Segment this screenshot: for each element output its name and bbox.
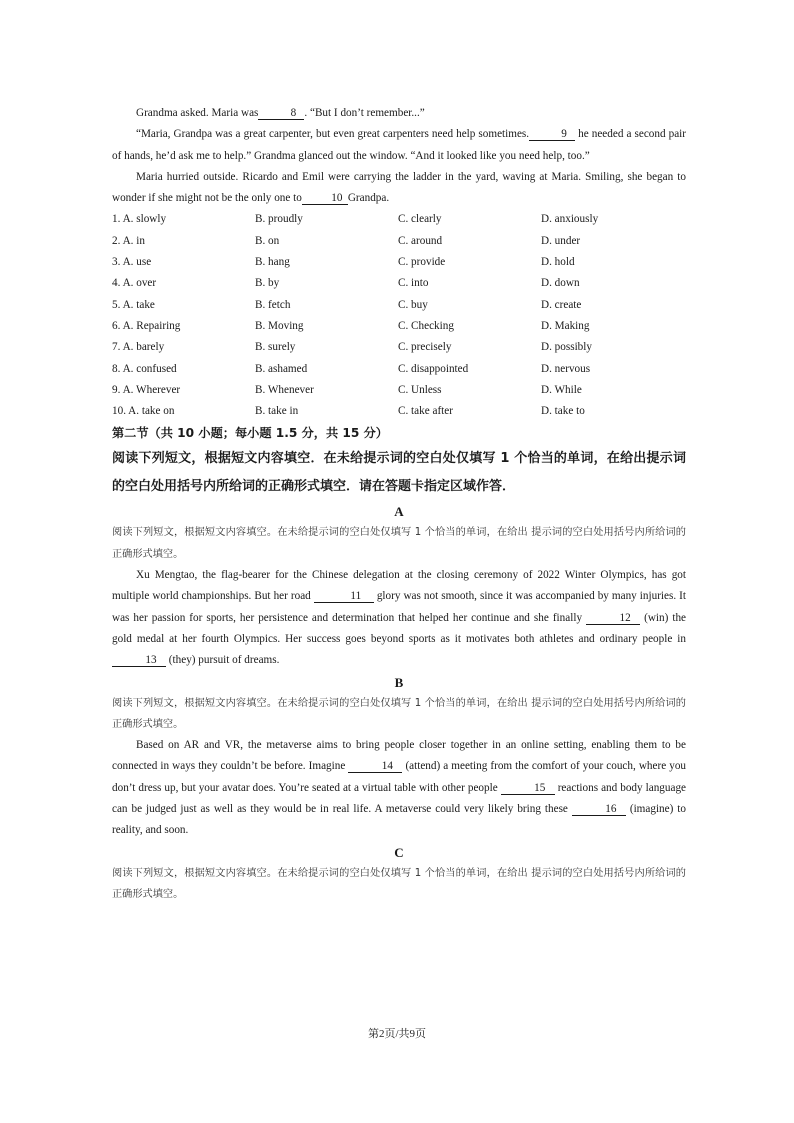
option[interactable]: B. take in [255, 405, 299, 418]
part-a-instruction: 阅读下列短文，根据短文内容填空。在未给提示词的空白处仅填写 1 个恰当的单词，在给出 提示词的空白处用括号内所给词的正确形式填空。 [112, 527, 686, 560]
story-paragraph-1: Grandma asked. Maria was 8 . “But I don’t remember...” [136, 107, 425, 119]
question-9-options [112, 380, 686, 401]
option[interactable]: B. hang [255, 256, 290, 269]
answer-blank-12[interactable]: 12 [586, 612, 640, 625]
question-6-options [112, 316, 686, 337]
question-10-options [112, 401, 686, 422]
option[interactable]: B. Moving [255, 319, 304, 332]
option[interactable]: C. clearly [398, 213, 442, 226]
option[interactable]: 6. A. Repairing [112, 319, 181, 332]
option[interactable]: 1. A. slowly [112, 213, 167, 226]
option[interactable]: C. buy [398, 298, 428, 311]
option[interactable]: 2. A. in [112, 234, 145, 247]
option[interactable]: B. on [255, 234, 280, 247]
answer-blank-10[interactable]: 10 [302, 192, 348, 205]
part-b-passage: Based on AR and VR, the metaverse aims to bring people closer together in an online setting, enabling them to be connected in ways they couldn’t be before. Imagine 14 (attend) a meeting from the comfort of your couch, where you don’t dress up, but your avatar does. You’re seated at a virtual table with other people 15 reactions and body language can be judged just as well as they would be in real life. A metaverse could very likely bring these 16 (imagine) to reality, and soon. [112, 739, 687, 837]
option[interactable]: D. under [541, 234, 581, 247]
story-paragraph-2: “Maria, Grandpa was a great carpenter, but even great carpenters need help sometimes. 9 he needed a second pair of hands, he’d ask me to help.” Grandma glanced out the window. “And it looked like you need help, too.” [112, 128, 687, 162]
option[interactable]: 5. A. take [112, 298, 155, 311]
option[interactable]: C. Unless [398, 383, 442, 396]
option[interactable]: 4. A. over [112, 277, 157, 290]
option[interactable]: D. While [541, 383, 582, 396]
option[interactable]: 9. A. Wherever [112, 383, 181, 396]
question-5-options [112, 295, 686, 316]
option[interactable]: C. precisely [398, 341, 452, 354]
option[interactable]: 7. A. barely [112, 341, 165, 354]
option[interactable]: D. take to [541, 405, 585, 418]
option[interactable]: C. take after [398, 405, 453, 418]
question-3-options [112, 252, 686, 273]
option[interactable]: 3. A. use [112, 256, 152, 269]
part-b-instruction: 阅读下列短文，根据短文内容填空。在未给提示词的空白处仅填写 1 个恰当的单词，在给出 提示词的空白处用括号内所给词的正确形式填空。 [112, 697, 686, 730]
question-4-options [112, 273, 686, 294]
option[interactable]: D. create [541, 298, 582, 311]
story-paragraph-3: Maria hurried outside. Ricardo and Emil were carrying the ladder in the yard, waving at Maria. Smiling, she began to wonder if she might not be the only one to 10 Grandpa. [112, 170, 686, 205]
answer-blank-11[interactable]: 11 [314, 590, 374, 603]
option[interactable]: D. down [541, 277, 580, 290]
part-a-passage: Xu Mengtao, the flag-bearer for the Chinese delegation at the closing ceremony of 2022 Winter Olympics, has got multiple world championships. But her road 11 glory was not smooth, since it was accompanied by many injuries. It was her passion for sports, her persistence and determination that helped her continue and she finally 12 (win) the gold medal at her fourth Olympics. Her success goes beyond sports as it motivates both athletes and ordinary people in 13 (they) pursuit of dreams. [112, 569, 687, 667]
answer-blank-13[interactable]: 13 [112, 654, 166, 667]
question-7-options [112, 337, 686, 358]
option[interactable]: C. around [398, 234, 443, 247]
option[interactable]: B. proudly [255, 213, 303, 226]
question-1-options [112, 209, 686, 230]
page-number-footer: 第2页/共9页 [367, 1028, 427, 1040]
answer-blank-16[interactable]: 16 [572, 803, 626, 816]
option[interactable]: B. ashamed [255, 362, 308, 375]
option[interactable]: C. disappointed [398, 362, 469, 375]
option[interactable]: D. nervous [541, 362, 591, 375]
option[interactable]: C. into [398, 277, 429, 290]
part-b-label: B [394, 674, 404, 690]
answer-blank-14[interactable]: 14 [348, 760, 402, 773]
option[interactable]: B. surely [255, 341, 296, 354]
part-c-label: C [394, 844, 404, 860]
option[interactable]: B. fetch [255, 298, 291, 311]
option[interactable]: D. Making [541, 319, 590, 332]
answer-blank-8[interactable]: 8 [258, 107, 304, 120]
question-8-options [112, 359, 686, 380]
page-content [112, 103, 686, 905]
option[interactable]: D. hold [541, 256, 575, 269]
section-instruction: 阅读下列短文，根据短文内容填空．在未给提示词的空白处仅填写 1 个恰当的单词，在给出提示词的空白处用括号内所给词的正确形式填空．请在答题卡指定区域作答． [112, 451, 686, 495]
option[interactable]: 8. A. confused [112, 362, 177, 375]
part-c-instruction: 阅读下列短文，根据短文内容填空。在未给提示词的空白处仅填写 1 个恰当的单词，在给出 提示词的空白处用括号内所给词的正确形式填空。 [112, 867, 686, 900]
option[interactable]: B. by [255, 277, 280, 290]
part-a-label: A [394, 504, 404, 520]
option[interactable]: C. Checking [398, 319, 454, 332]
answer-blank-9[interactable]: 9 [529, 128, 575, 141]
option[interactable]: D. possibly [541, 341, 592, 354]
choice-options-list [112, 209, 686, 422]
option[interactable]: 10. A. take on [112, 405, 175, 418]
option[interactable]: D. anxiously [541, 213, 599, 226]
section-heading: 第二节（共 10 小题；每小题 1.5 分，共 15 分） [112, 426, 388, 441]
option[interactable]: C. provide [398, 256, 446, 269]
option[interactable]: B. Whenever [255, 383, 314, 396]
question-2-options [112, 231, 686, 252]
answer-blank-15[interactable]: 15 [501, 782, 555, 795]
